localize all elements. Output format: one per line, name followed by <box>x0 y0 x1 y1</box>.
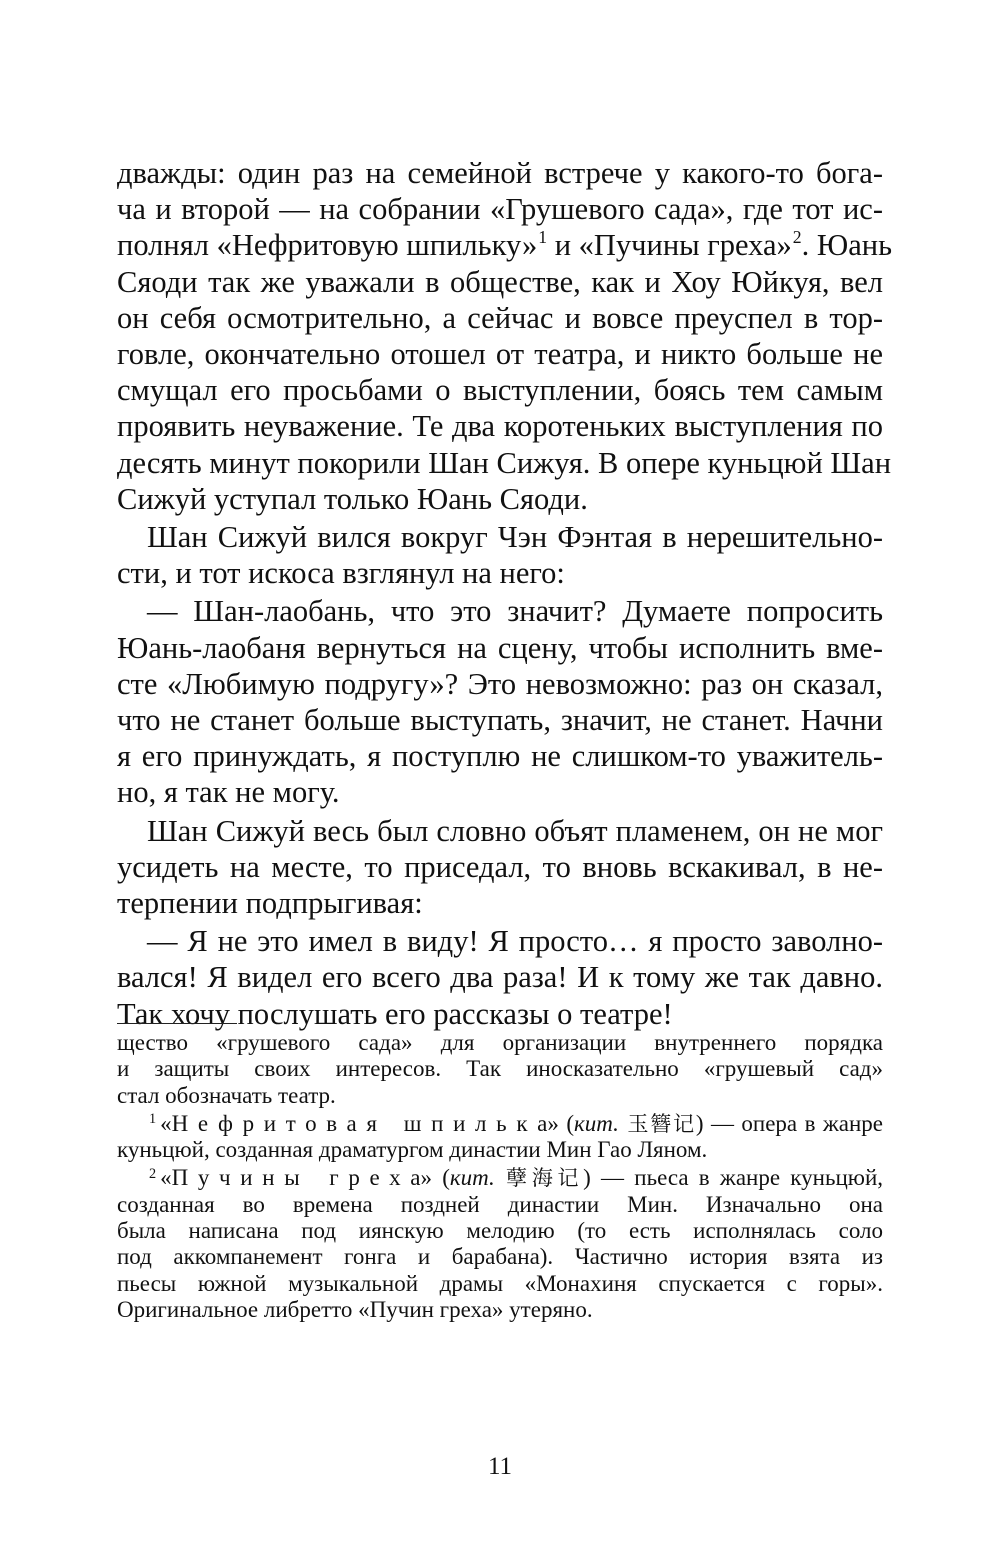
quote-mark: « <box>160 1165 172 1191</box>
text-line: он себя осмотрительно, а сейчас и вовсе преуспел в тор- <box>117 300 883 335</box>
text-line: Шан Сижуй вился вокруг Чэн Фэнтая в нерешительно- <box>147 520 883 555</box>
dialogue-line: — Я не это имел в виду! Я просто… я просто заволно- <box>147 924 883 959</box>
text-line: десять минут покорили Шан Сижуя. В опере куньцюй Шан <box>117 445 892 480</box>
footnote-line: была написана под иянскую мелодию (то есть исполнялась соло <box>117 1218 883 1244</box>
text-line: ча и второй — на собрании «Грушевого сада», где тот ис- <box>117 192 883 227</box>
footnote-marker: 1 <box>149 1111 157 1128</box>
footnote-title: Пучины грех <box>171 1165 411 1191</box>
text-line: сти, и тот искоса взглянул на него: <box>117 556 565 591</box>
footnote-line: Оригинальное либретто «Пучин греха» утеряно. <box>117 1296 593 1322</box>
language-abbrev: кит. <box>574 1110 619 1136</box>
text-line: вался! Я видел его всего два раза! И к тому же так давно. <box>117 960 883 995</box>
text-line: дважды: один раз на семейной встрече у какого-то бога- <box>117 156 883 190</box>
dialogue-line: — Шан-лаобань, что это значит? Думаете попросить <box>147 594 883 629</box>
language-abbrev: кит. <box>449 1165 495 1191</box>
text-line: Сижуй уступал только Юань Сяоди. <box>117 481 588 516</box>
footnote-title: Нефритовая шпильк <box>171 1110 538 1136</box>
footnote-1 <box>117 1111 883 1137</box>
text-line: сте «Любимую подругу»? Это невозможно: раз он сказал, <box>117 666 883 701</box>
footnote-ref-1: 1 <box>538 226 548 247</box>
text-line: усидеть на месте, то приседал, то вновь вскакивал, в не- <box>117 849 883 884</box>
footnote-ref-2: 2 <box>792 226 802 247</box>
text-line <box>117 226 893 263</box>
footnote-line: куньцюй, созданная драматургом династии Мин Гао Ляном. <box>117 1137 708 1163</box>
text-fragment: » ( <box>547 1110 574 1136</box>
footnotes <box>117 1030 883 1323</box>
footnote-title-end: а <box>537 1110 548 1136</box>
footnote-line: пьесы южной музыкальной драмы «Монахиня спускается с горы». <box>117 1270 883 1296</box>
text-line: Сяоди так же уважали в обществе, как и Хоу Юйкуя, вел <box>117 264 883 299</box>
text-line: Юань-лаобаня вернуться на сцену, чтобы исполнить вме- <box>117 630 883 665</box>
text-line: но, я так не могу. <box>117 775 340 810</box>
text-line: говле, окончательно отошел от театра, и никто больше не <box>117 337 883 372</box>
chinese-title: 孽海记 <box>494 1165 584 1191</box>
footnote-2 <box>117 1165 883 1191</box>
text-fragment: полнял «Нефритовую шпильку» <box>117 228 538 263</box>
text-line: проявить неуважение. Те два коротеньких выступления по <box>117 409 883 444</box>
footnote-line: созданная во времена поздней династии Мин. Изначально она <box>117 1191 883 1217</box>
footnote-line: под аккомпанемент гонга и барабана). Частично история взята из <box>117 1244 883 1270</box>
chinese-title: 玉簪记 <box>618 1110 696 1136</box>
text-fragment: ) — опера в жанре <box>695 1110 883 1136</box>
text-line: что не станет больше выступать, значит, не станет. Начни <box>117 703 883 738</box>
page-number: 11 <box>487 1453 513 1480</box>
text-line: Шан Сижуй весь был словно объят пламенем, он не мог <box>147 813 883 848</box>
text-line: я его принуждать, я поступлю не слишком-то уважитель- <box>117 739 883 774</box>
text-fragment: » ( <box>420 1165 450 1191</box>
text-fragment: и «Пучины греха» <box>547 228 792 263</box>
footnote-line: щество «грушевого сада» для организации внутреннего порядка <box>117 1030 883 1055</box>
quote-mark: « <box>160 1110 172 1136</box>
footnote-line: и защиты своих интересов. Так иносказательно «грушевый сад» <box>117 1056 883 1082</box>
text-line: терпении подпрыгивая: <box>117 886 423 921</box>
text-line: Так хочу послушать его рассказы о театре! <box>117 996 673 1031</box>
main-text <box>117 155 893 1032</box>
footnote-separator <box>117 1023 237 1024</box>
footnote-title-end: а <box>410 1165 421 1191</box>
footnote-line: стал обозначать театр. <box>117 1082 336 1108</box>
text-fragment: . Юань <box>801 228 893 263</box>
footnote-marker: 2 <box>149 1165 157 1182</box>
text-line: смущал его просьбами о выступлении, боясь тем самым <box>117 373 883 408</box>
text-fragment: ) — пьеса в жанре куньцюй, <box>583 1165 884 1191</box>
